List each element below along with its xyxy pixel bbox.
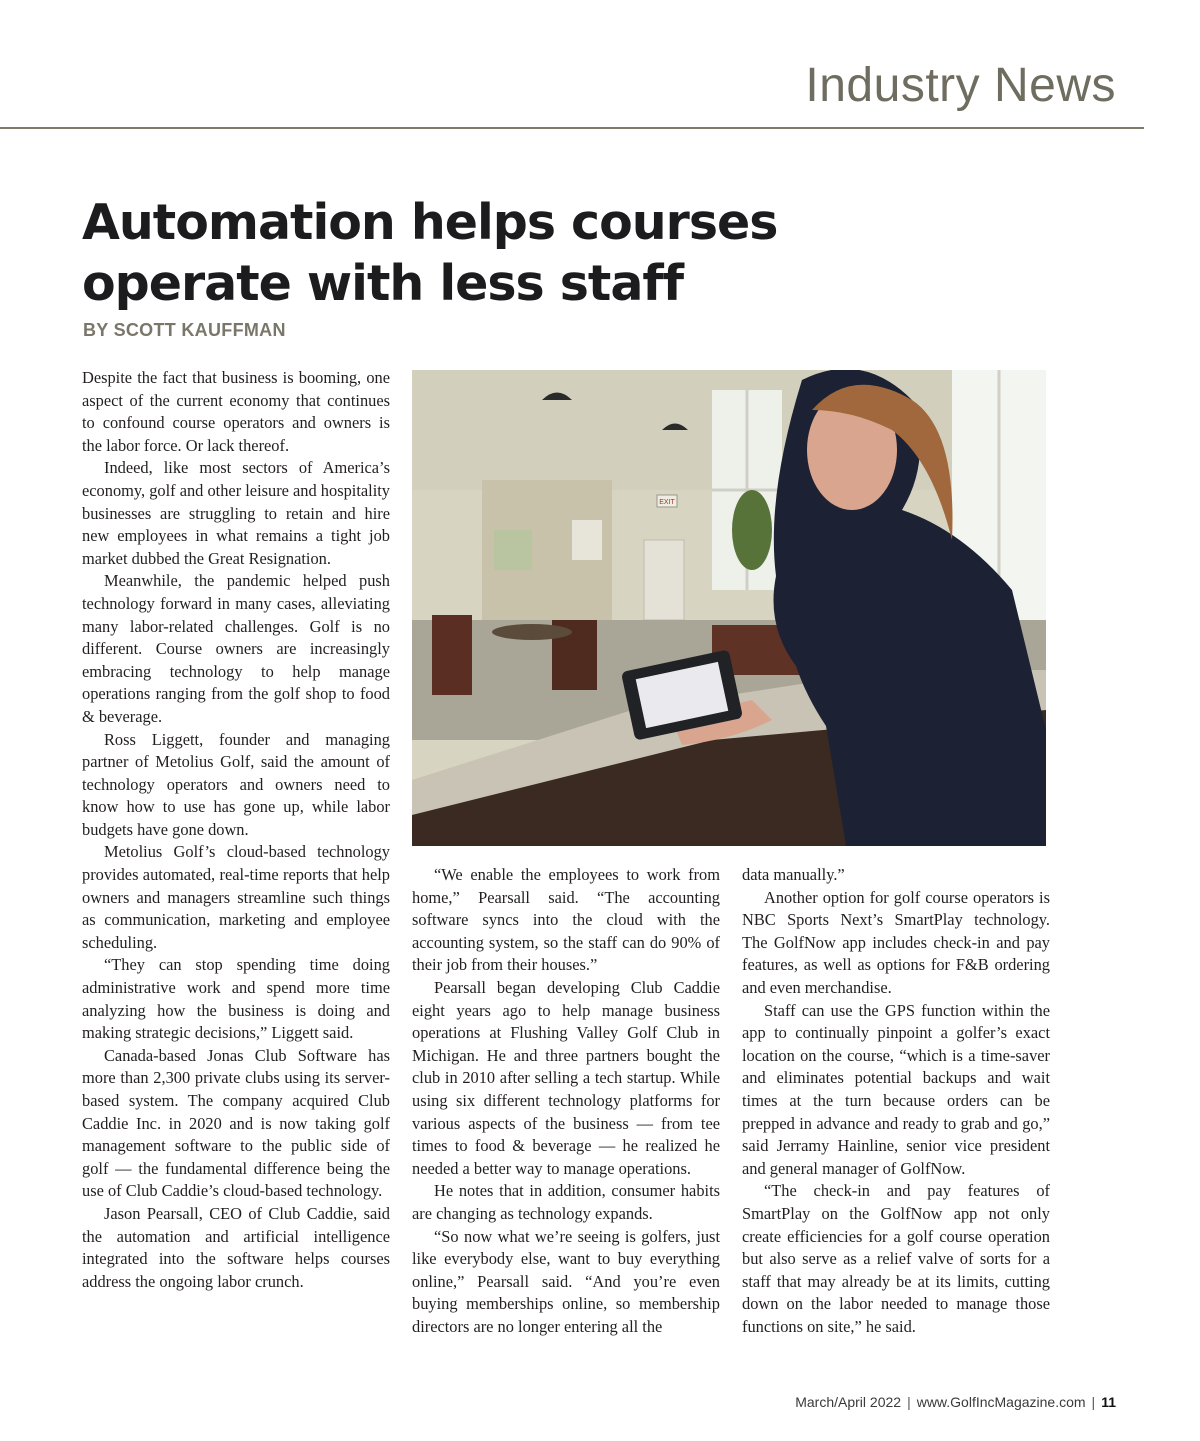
article-photo: [412, 370, 1046, 846]
paragraph: data manually.”: [742, 865, 845, 884]
paragraph: He notes that in addition, consumer habits are changing as technology expands.: [412, 1181, 720, 1223]
paragraph: Jason Pearsall, CEO of Club Caddie, said the automation and artificial intelligence integrated into the software helps courses address the ongoing labor crunch.: [82, 1203, 390, 1291]
section-title: Industry News: [805, 59, 1116, 112]
restaurant-photo-illustration: [412, 370, 1046, 846]
paragraph: Another option for golf course operators is NBC Sports Next’s SmartPlay technology. The GolfNow app includes check-in and pay features, as well as options for F&B ordering and even merchandise.: [742, 887, 1050, 997]
article-column-2: [412, 864, 720, 1338]
page-footer: [795, 1394, 1116, 1410]
website-link[interactable]: www.GolfIncMagazine.com: [916, 1394, 1086, 1410]
paragraph: Canada-based Jonas Club Software has more than 2,300 private clubs using its server-based system. The company acquired Club Caddie Inc. in 2020 and is now taking golf management software to the public side of golf — the fundamental difference being the use of Club Caddie’s cloud-based technology.: [82, 1045, 390, 1201]
paragraph: Meanwhile, the pandemic helped push technology forward in many cases, alleviating many labor-related challenges. Golf is no different. Course owners are increasingly embracing technology to help manage operations ranging from the golf shop to food & beverage.: [82, 571, 390, 726]
footer-separator: |: [907, 1394, 911, 1410]
paragraph: Pearsall began developing Club Caddie eight years ago to help manage business operations at Flushing Valley Golf Club in Michigan. He and three partners bought the club in 2010 after selling a tech startup. While using six different technology platforms for various aspects of the business — from tee times to food & beverage — he realized he needed a better way to manage operations.: [412, 977, 720, 1178]
paragraph: Ross Liggett, founder and managing partner of Metolius Golf, said the amount of technology operators and owners need to know how to use has gone up, while labor budgets have gone down.: [82, 729, 390, 839]
page-number: 11: [1101, 1394, 1116, 1410]
paragraph: Metolius Golf’s cloud-based technology provides automated, real-time reports that help owners and managers streamline such things as communication, marketing and employee scheduling.: [82, 842, 390, 952]
paragraph: “The check-in and pay features of SmartPlay on the GolfNow app not only create efficiencies for a golf course operation but also serve as a relief valve of sorts for a staff that may already be at its limits, cutting down on the labor needed to manage those functions on site,” he said.: [742, 1181, 1050, 1336]
article-byline: BY SCOTT KAUFFMAN: [83, 320, 286, 340]
paragraph: Despite the fact that business is booming, one aspect of the current economy that continues to confound course operators and owners is the labor force. Or lack thereof.: [82, 368, 390, 455]
paragraph: Indeed, like most sectors of America’s economy, golf and other leisure and hospitality businesses are struggling to retain and hire new employees in what remains a tight job market dubbed the Great Resignation.: [82, 458, 391, 568]
paragraph: Staff can use the GPS function within the app to continually pinpoint a golfer’s exact location on the course, “which is a time-saver and eliminates potential backups and wait times at the turn because orders can be prepped in advance and ready to grab and go,” said Jerramy Hainline, senior vice president and general manager of GolfNow.: [742, 1000, 1050, 1178]
footer-separator: |: [1091, 1394, 1096, 1410]
article-column-3: [742, 864, 1050, 1338]
article-column-1: [82, 367, 390, 1293]
paragraph: “We enable the employees to work from home,” Pearsall said. “The accounting software syncs into the cloud with the accounting system, so the staff can do 90% of their job from their houses.”: [412, 865, 720, 975]
issue-date: March/April 2022: [795, 1394, 902, 1410]
article-headline: Automation helps courses operate with less staff: [82, 194, 778, 312]
paragraph: “They can stop spending time doing administrative work and spend more time analyzing how the business is doing and making strategic decisions,” Liggett said.: [82, 955, 390, 1043]
paragraph: “So now what we’re seeing is golfers, just like everybody else, want to buy everything online,” Pearsall said. “And you’re even buying memberships online, so membership directors are no longer entering all the: [412, 1226, 720, 1336]
header-divider: [0, 127, 1144, 129]
exit-sign: EXIT: [659, 499, 675, 506]
